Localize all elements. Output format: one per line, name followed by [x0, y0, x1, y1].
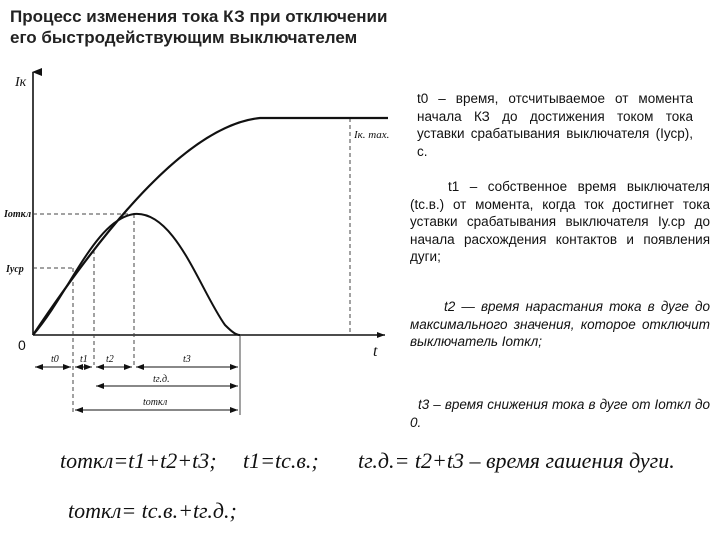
definition-t0: t0 – время, отсчитываемое от момента начала КЗ до достижения током тока уставки срабатывания выключателя (Iуср), с. — [417, 91, 693, 159]
origin-label: 0 — [18, 337, 26, 353]
formula-t1: t1=tс.в.; — [243, 448, 319, 473]
ikmax-label: Iк. max. — [354, 129, 390, 141]
definition-t1: t1 – собственное время выключателя (tс.в.) от момента, когда ток достигнет тока уставки срабатывания выключателя Iу.ср до начала расхождения контактов и появления дуги; — [410, 179, 710, 264]
ik-axis-label: Iк — [15, 75, 27, 90]
iusr-label: Iуср — [6, 264, 24, 275]
t2-label: t2 — [106, 354, 114, 365]
t1-label: t1 — [80, 354, 88, 365]
iotkl-label: Iоткл — [4, 209, 32, 220]
actual-current-curve — [33, 214, 240, 335]
formula-tgd: tг.д.= t2+t3 – время гашения дуги. — [358, 448, 675, 473]
title-line-1: Процесс изменения тока КЗ при отключении — [10, 7, 388, 26]
totkl-label: tоткл — [143, 397, 168, 408]
tgd-label: tг.д. — [153, 374, 170, 385]
definition-t2: t2 — время нарастания тока в дуге до максимального значения, которое отключит выключатель Iоткл; — [410, 299, 710, 349]
t-axis-label: t — [373, 343, 378, 360]
definition-t3: t3 – время снижения тока в дуге от Iоткл до 0. — [410, 397, 710, 430]
formula-totkl: tоткл=t1+t2+t3; — [60, 448, 217, 473]
formula-totkl-sum: tоткл= tс.в.+tг.д.; — [68, 498, 237, 523]
t3-label: t3 — [183, 354, 191, 365]
title-line-2: его быстродействующим выключателем — [10, 28, 358, 47]
t0-label: t0 — [51, 354, 59, 365]
